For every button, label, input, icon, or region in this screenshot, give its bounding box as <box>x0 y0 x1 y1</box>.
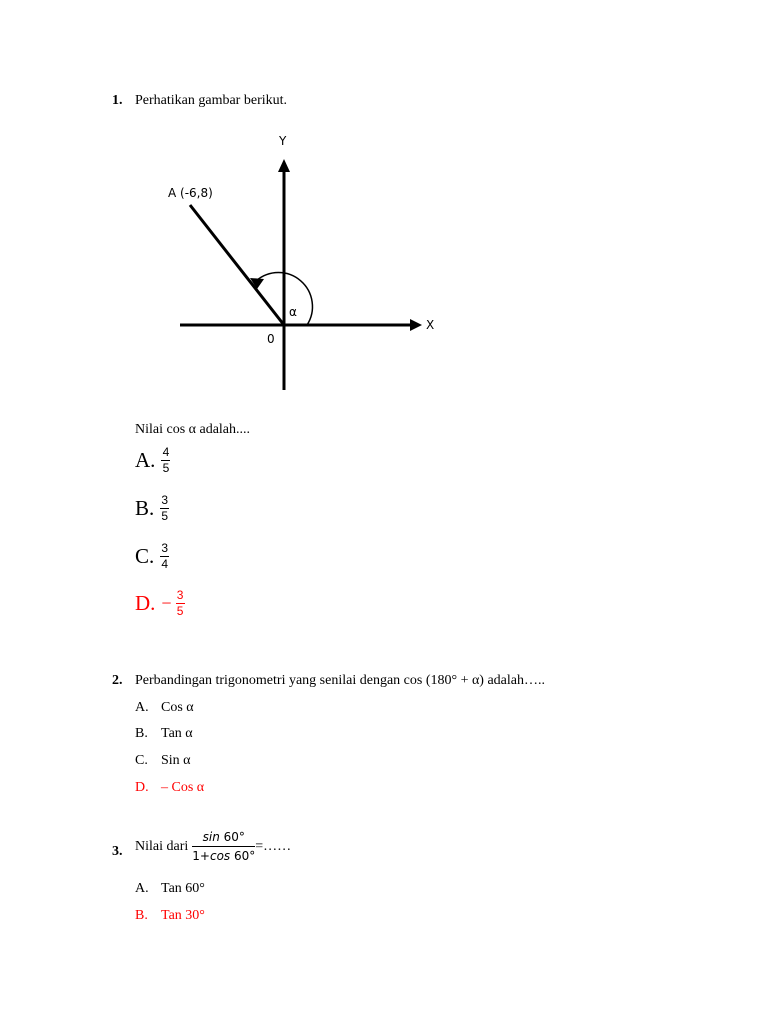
question-1-text: Nilai cos α adalah.... <box>135 422 251 437</box>
fraction-denominator: 1+cos 60° <box>192 849 256 863</box>
y-axis-arrow-icon <box>278 159 290 172</box>
q2-option-a[interactable]: A. Cos α <box>135 700 194 715</box>
question-3-number: 3. <box>112 844 123 859</box>
point-a-label: A (-6,8) <box>168 186 213 200</box>
question-3-prompt <box>135 830 291 863</box>
question-1-prompt: Perhatikan gambar berikut. <box>135 93 288 108</box>
question-2-number: 2. <box>112 673 123 688</box>
ray-oa <box>190 205 284 325</box>
option-letter: C. <box>135 544 155 568</box>
question-2-prompt: Perbandingan trigonometri yang senilai dengan cos (180° + α) adalah….. <box>135 673 545 688</box>
q1-option-b[interactable] <box>135 494 169 523</box>
option-letter: A. <box>135 448 156 472</box>
option-letter: D. <box>135 591 156 615</box>
x-axis-arrow-icon <box>410 319 422 331</box>
origin-label: 0 <box>267 332 275 346</box>
x-axis-label: X <box>426 318 435 332</box>
q1-option-c[interactable] <box>135 542 169 571</box>
y-axis-label: Y <box>279 134 287 148</box>
question-1-number: 1. <box>112 93 123 108</box>
option-letter: B. <box>135 496 155 520</box>
q2-option-b[interactable]: B. Tan α <box>135 726 193 741</box>
q1-option-a[interactable] <box>135 446 170 475</box>
option-fraction: $\frac{4}{5}$ <box>162 445 170 475</box>
question-3-prefix: Nilai dari <box>135 838 189 854</box>
q3-option-b[interactable]: B. Tan 30° <box>135 908 205 923</box>
q1-option-d[interactable] <box>135 589 185 618</box>
q2-option-c[interactable]: C. Sin α <box>135 753 191 768</box>
option-fraction: $\frac{3}{5}$ <box>161 493 169 523</box>
question-3-suffix: =…… <box>255 838 292 854</box>
q3-option-a[interactable]: A. Tan 60° <box>135 881 205 896</box>
minus-sign: − <box>161 593 172 613</box>
fraction-numerator: sin 60° <box>202 830 245 844</box>
question-3-fraction <box>192 830 255 863</box>
option-fraction: $\frac{3}{5}$ <box>176 588 184 618</box>
q2-option-d[interactable]: D. – Cos α <box>135 780 205 795</box>
option-fraction: $\frac{3}{4}$ <box>161 541 169 571</box>
angle-label: α <box>289 305 297 319</box>
coordinate-figure <box>160 128 450 398</box>
